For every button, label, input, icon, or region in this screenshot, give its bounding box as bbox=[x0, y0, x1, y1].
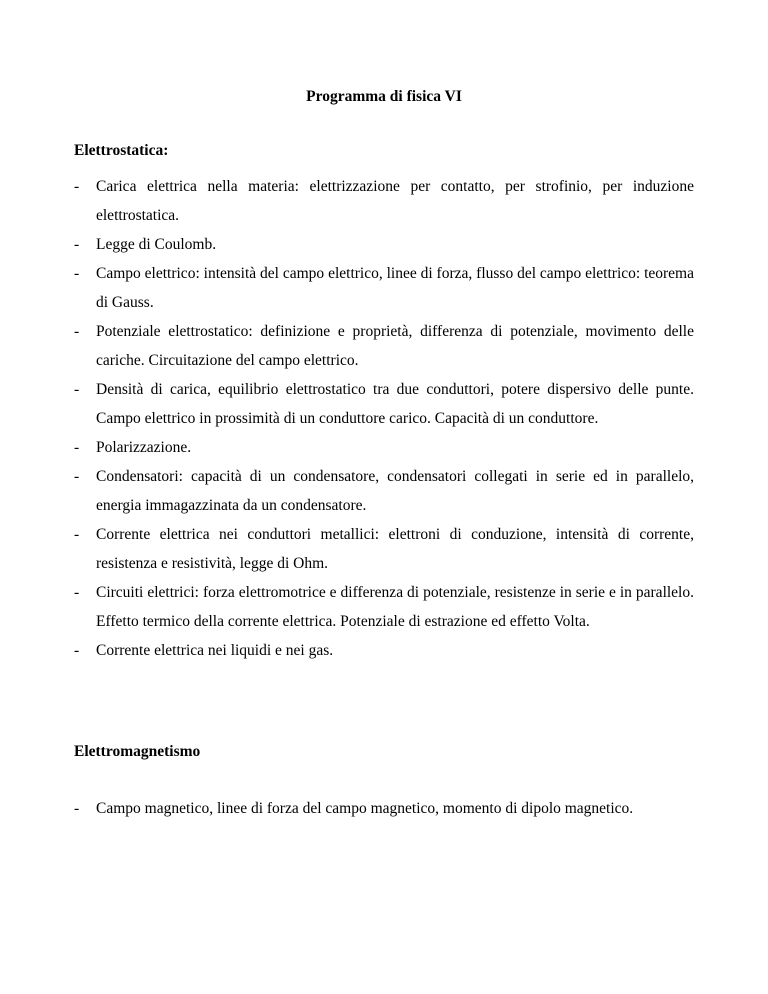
list-item bbox=[74, 172, 694, 230]
list-item-text: Circuiti elettrici: forza elettromotrice e differenza di potenziale, resistenze in serie e in parallelo. Effetto termico della corrente elettrica. Potenziale di estrazione ed effetto Volta. bbox=[96, 584, 694, 630]
list-item-text: Condensatori: capacità di un condensatore, condensatori collegati in serie ed in parallelo, energia immagazzinata da un condensatore. bbox=[96, 468, 694, 514]
list-item-text: Campo elettrico: intensità del campo elettrico, linee di forza, flusso del campo elettrico: teorema di Gauss. bbox=[96, 265, 694, 311]
bullet-dash: - bbox=[74, 584, 80, 601]
bullet-dash: - bbox=[74, 381, 80, 398]
list-item bbox=[74, 433, 694, 462]
list-item bbox=[74, 578, 694, 636]
list-item-text: Densità di carica, equilibrio elettrostatico tra due conduttori, potere dispersivo delle punte. Campo elettrico in prossimità di un conduttore carico. Capacità di un conduttore. bbox=[96, 381, 694, 427]
list-item bbox=[74, 636, 694, 665]
bullet-dash: - bbox=[74, 468, 80, 485]
page-title: Programma di fisica VI bbox=[306, 88, 462, 105]
list-item bbox=[74, 462, 694, 520]
topic-list-elettromagnetismo bbox=[74, 794, 694, 823]
list-item bbox=[74, 794, 694, 823]
bullet-dash: - bbox=[74, 323, 80, 340]
bullet-dash: - bbox=[74, 642, 80, 659]
list-item-text: Campo magnetico, linee di forza del campo magnetico, momento di dipolo magnetico. bbox=[96, 800, 634, 817]
list-item bbox=[74, 259, 694, 317]
bullet-dash: - bbox=[74, 526, 80, 543]
list-item bbox=[74, 317, 694, 375]
list-item-text: Potenziale elettrostatico: definizione e proprietà, differenza di potenziale, movimento delle cariche. Circuitazione del campo elettrico. bbox=[96, 323, 694, 369]
list-item bbox=[74, 520, 694, 578]
bullet-dash: - bbox=[74, 439, 80, 456]
section-heading-elettrostatica: Elettrostatica: bbox=[74, 142, 169, 159]
list-item bbox=[74, 230, 694, 259]
bullet-dash: - bbox=[74, 265, 80, 282]
bullet-dash: - bbox=[74, 178, 80, 195]
list-item-text: Polarizzazione. bbox=[96, 439, 192, 456]
bullet-dash: - bbox=[74, 236, 80, 253]
list-item bbox=[74, 375, 694, 433]
list-item-text: Legge di Coulomb. bbox=[96, 236, 217, 253]
topic-list-elettrostatica bbox=[74, 172, 694, 665]
list-item-text: Corrente elettrica nei conduttori metallici: elettroni di conduzione, intensità di corrente, resistenza e resistività, legge di Ohm. bbox=[96, 526, 694, 572]
list-item-text: Corrente elettrica nei liquidi e nei gas. bbox=[96, 642, 334, 659]
bullet-dash: - bbox=[74, 800, 80, 817]
list-item-text: Carica elettrica nella materia: elettrizzazione per contatto, per strofinio, per induzione elettrostatica. bbox=[96, 178, 694, 224]
section-heading-elettromagnetismo: Elettromagnetismo bbox=[74, 743, 201, 760]
